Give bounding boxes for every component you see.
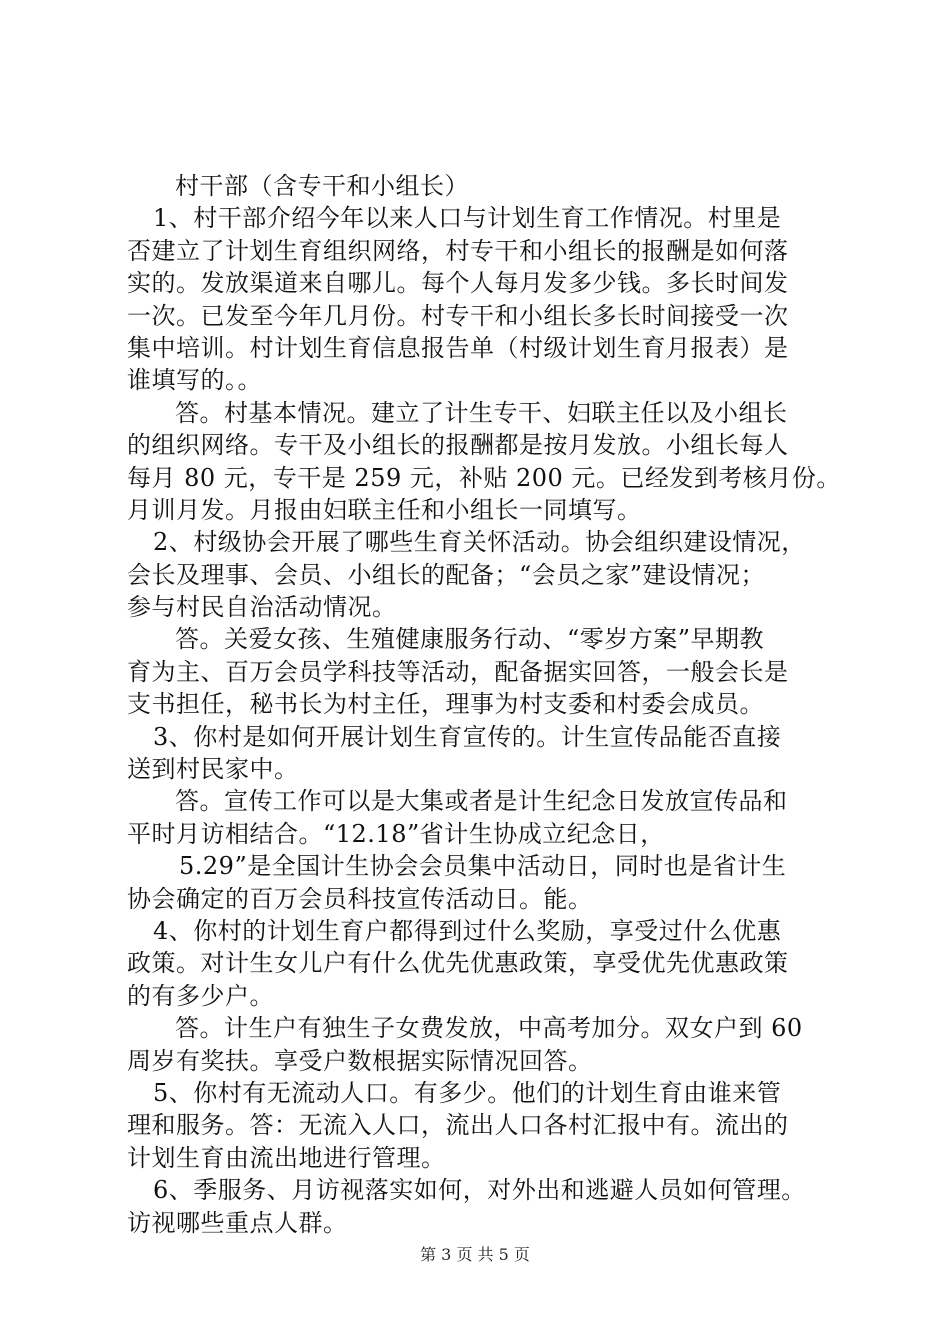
text-line: 答。宣传工作可以是大集或者是计生纪念日发放宣传品和: [175, 787, 788, 816]
text-line: 2、村级协会开展了哪些生育关怀活动。协会组织建设情况，: [153, 528, 806, 557]
text-line: 否建立了计划生育组织网络，村专干和小组长的报酬是如何落: [127, 236, 789, 265]
text-line: 参与村民自治活动情况。: [127, 593, 397, 622]
text-line: 3、你村是如何开展计划生育宣传的。计生宣传品能否直接: [153, 722, 782, 751]
text-line: 5.29”是全国计生协会会员集中活动日，同时也是省计生: [179, 852, 787, 881]
text-line: 的有多少户。: [127, 981, 274, 1010]
text-line: 理和服务。答：无流入人口，流出人口各村汇报中有。流出的: [127, 1111, 789, 1140]
text-line: 送到村民家中。: [127, 755, 299, 784]
text-line: 实的。发放渠道来自哪儿。每个人每月发多少钱。多长时间发: [127, 269, 789, 298]
text-line: 村干部（含专干和小组长）: [175, 172, 469, 200]
text-line: 育为主、百万会员学科技等活动，配备据实回答，一般会长是: [127, 657, 789, 686]
document-body: [127, 170, 841, 1239]
text-line: 一次。已发至今年几月份。村专干和小组长多长时间接受一次: [127, 301, 789, 330]
text-line: 6、季服务、月访视落实如何，对外出和逃避人员如何管理。: [153, 1176, 806, 1205]
text-line: 答。计生户有独生子女费发放，中高考加分。双女户到 60: [175, 1014, 803, 1043]
text-line: 月训月发。月报由妇联主任和小组长一同填写。: [127, 495, 642, 524]
text-line: 4、你村的计划生育户都得到过什么奖励，享受过什么优惠: [153, 916, 782, 945]
text-line: 周岁有奖扶。享受户数根据实际情况回答。: [127, 1046, 593, 1075]
text-line: 答。关爱女孩、生殖健康服务行动、“零岁方案”早期教: [175, 625, 765, 654]
text-line: 访视哪些重点人群。: [127, 1208, 348, 1237]
text-line: 每月 80 元，专干是 259 元，补贴 200 元。已经发到考核月份。: [127, 463, 841, 492]
text-line: 集中培训。村计划生育信息报告单（村级计划生育月报表）是: [127, 333, 789, 362]
text-line: 谁填写的。。: [127, 366, 262, 395]
text-line: 协会确定的百万会员科技宣传活动日。能。: [127, 884, 593, 913]
page-number-footer: 第 3 页 共 5 页: [420, 1245, 530, 1264]
text-line: 支书担任，秘书长为村主任，理事为村支委和村委会成员。: [127, 690, 764, 719]
text-line: 政策。对计生女儿户有什么优先优惠政策，享受优先优惠政策: [127, 949, 789, 978]
text-line: 5、你村有无流动人口。有多少。他们的计划生育由谁来管: [153, 1078, 782, 1107]
text-line: 平时月访相结合。“12.18”省计生协成立纪念日，: [127, 819, 665, 848]
text-line: 会长及理事、会员、小组长的配备；“会员之家”建设情况；: [127, 560, 766, 589]
text-line: 1、村干部介绍今年以来人口与计划生育工作情况。村里是: [153, 204, 782, 233]
text-line: 计划生育由流出地进行管理。: [127, 1143, 446, 1172]
text-line: 答。村基本情况。建立了计生专干、妇联主任以及小组长: [175, 398, 788, 427]
text-line: 的组织网络。专干及小组长的报酬都是按月发放。小组长每人: [127, 431, 789, 460]
